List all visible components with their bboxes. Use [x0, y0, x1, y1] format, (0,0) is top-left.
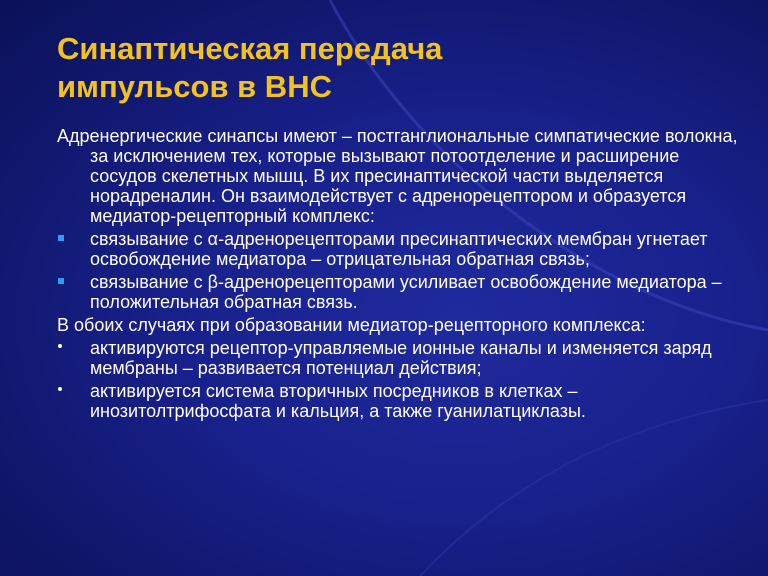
- receptor-item-text: связывание с β-адренорецепторами усиливает освобождение медиатора – положительная обратная связь.: [90, 272, 722, 312]
- slide-title: [57, 30, 442, 106]
- slide-title-line-2: импульсов в ВНС: [57, 69, 332, 104]
- receptor-item-text: связывание с α-адренорецепторами пресинаптических мембран угнетает освобождение медиатора – отрицательная обратная связь;: [90, 229, 708, 269]
- square-bullet-icon: [58, 278, 64, 284]
- receptor-list-item: [57, 229, 747, 269]
- square-bullet-icon: [58, 235, 64, 241]
- dot-bullet-icon: [58, 344, 62, 348]
- intro-paragraph: Адренергические синапсы имеют – постганглиональные симпатические волокна, за исключением тех, которые вызывают потоотделение и расширение сосудов скелетных мышц. В их пресинаптической части выделяется норадреналин. Он взаимодействует с адренорецептором и образуется медиатор-рецепторный комплекс:: [57, 126, 738, 226]
- slide-title-line-1: Синаптическая передача: [57, 31, 443, 66]
- slide-body: [57, 126, 747, 424]
- effect-list-item: [57, 338, 747, 378]
- effect-list-item: [57, 381, 747, 421]
- effect-item-text: активируется система вторичных посредников в клетках – инозитолтрифосфата и кальция, а также гуанилатциклазы.: [90, 381, 586, 421]
- dot-bullet-icon: [58, 387, 62, 391]
- second-paragraph: В обоих случаях при образовании медиатор-рецепторного комплекса:: [57, 315, 646, 335]
- receptor-list-item: [57, 272, 747, 312]
- effect-item-text: активируются рецептор-управляемые ионные каналы и изменяется заряд мембраны – развивается потенциал действия;: [90, 338, 712, 378]
